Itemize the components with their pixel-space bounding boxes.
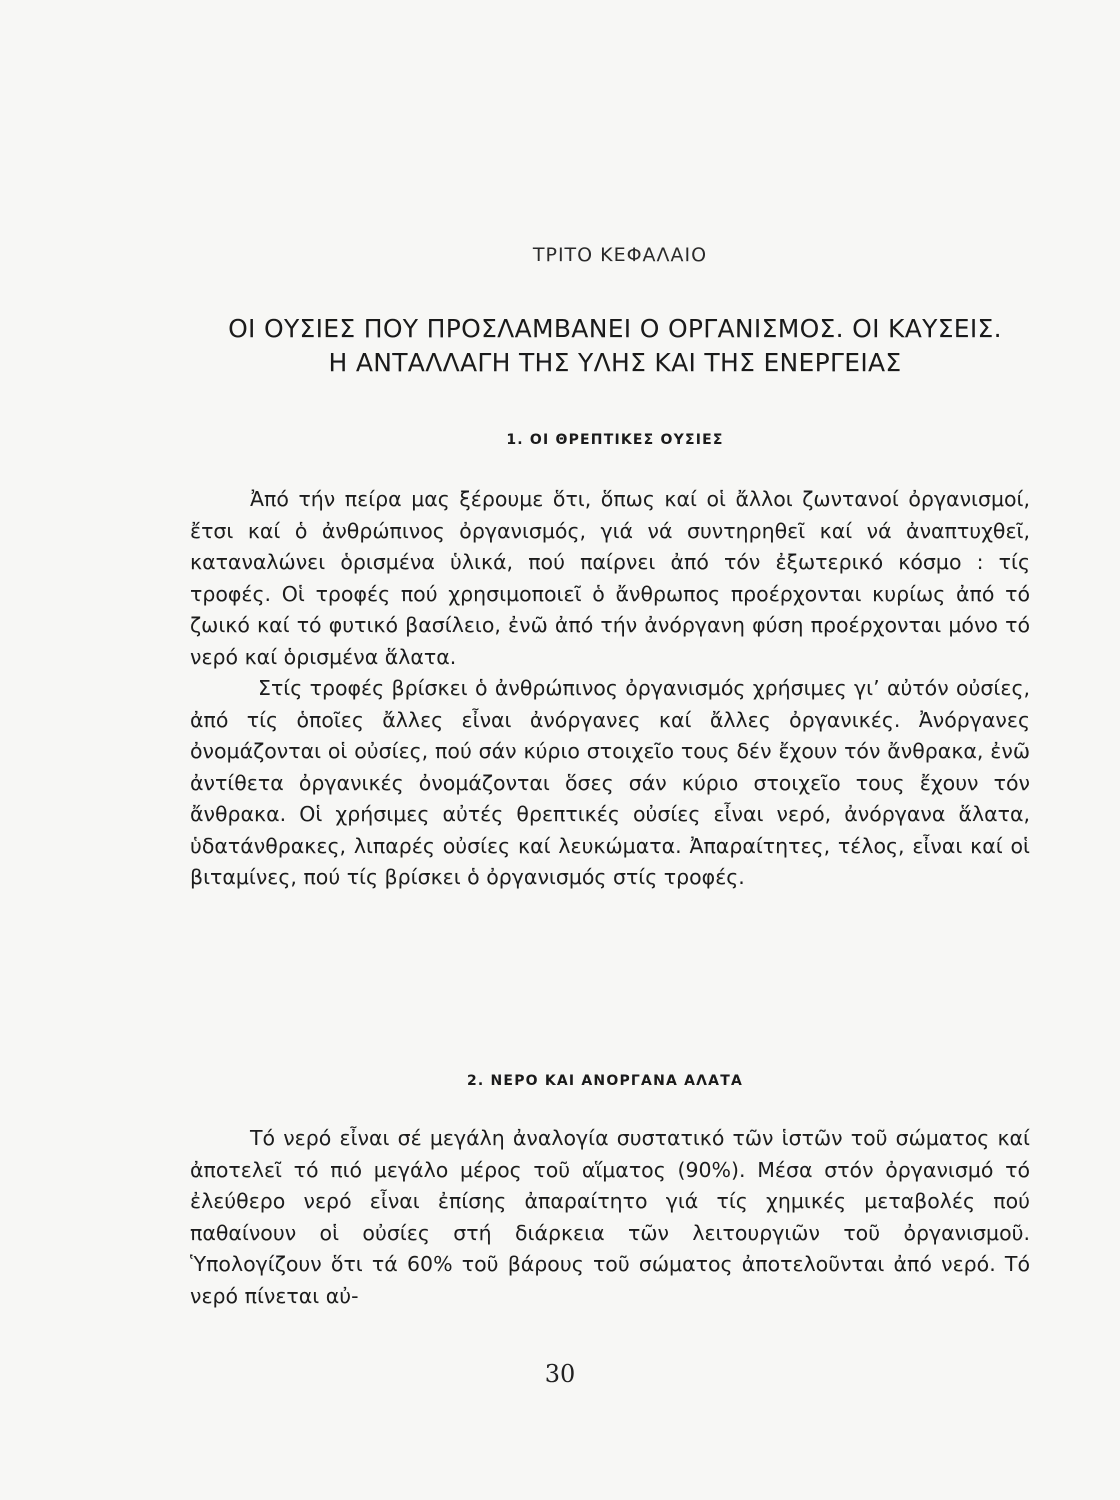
section-2-paragraph-1: Τό νερό εἶναι σέ μεγάλη ἀναλογία συστατικό τῶν ἱστῶν τοῦ σώματος καί ἀποτελεῖ τό πιό μεγάλο μέρος τοῦ αἵματος (90%). Μέσα στόν ὀργανισμό τό ἐλεύθερο νερό εἶναι ἐπίσης ἀπαραίτητο γιά τίς χημικές μεταβολές πού παθαίνουν οἱ οὐσίες στή διάρκεια τῶν λειτουργιῶν τοῦ ὀργανισμοῦ. Ὑπολογίζουν ὅτι τά 60% τοῦ βάρους τοῦ σώματος ἀποτελοῦνται ἀπό νερό. Τό νερό πίνεται αὐ- (190, 1126, 1030, 1308)
chapter-title (190, 312, 1040, 380)
chapter-title-line-1: ΟΙ ΟΥΣΙΕΣ ΠΟΥ ΠΡΟΣΛΑΜΒΑΝΕΙ Ο ΟΡΓΑΝΙΣΜΟΣ. ΟΙ ΚΑΥΣΕΙΣ. (228, 314, 1002, 343)
section-1-heading: 1. ΟΙ ΘΡΕΠΤΙΚΕΣ ΟΥΣΙΕΣ (506, 432, 724, 448)
section-1-body (190, 484, 1030, 894)
section-2-heading: 2. ΝΕΡΟ ΚΑΙ ΑΝΟΡΓΑΝΑ ΑΛΑΤΑ (466, 1073, 743, 1089)
chapter-label: ΤΡΙΤΟ ΚΕΦΑΛΑΙΟ (532, 244, 708, 266)
page-number: 30 (544, 1360, 576, 1388)
section-1-paragraph-1: Ἀπό τήν πείρα μας ξέρουμε ὅτι, ὅπως καί οἱ ἄλλοι ζωντανοί ὀργανισμοί, ἔτσι καί ὁ ἀνθρώπινος ὀργανισμός, γιά νά συντηρηθεῖ καί νά ἀναπτυχθεῖ, καταναλώνει ὁρισμένα ὑλικά, πού παίρνει ἀπό τόν ἐξωτερικό κόσμο : τίς τροφές. Οἱ τροφές πού χρησιμοποιεῖ ὁ ἄνθρωπος προέρχονται κυρίως ἀπό τό ζωικό καί τό φυτικό βασίλειο, ἐνῶ ἀπό τήν ἀνόργανη φύση προέρχονται μόνο τό νερό καί ὁρισμένα ἅλατα. (190, 487, 1030, 669)
chapter-title-line-2: Η ΑΝΤΑΛΛΑΓΗ ΤΗΣ ΥΛΗΣ ΚΑΙ ΤΗΣ ΕΝΕΡΓΕΙΑΣ (328, 348, 902, 377)
section-2-body (190, 1123, 1030, 1312)
section-1-paragraph-2: Στίς τροφές βρίσκει ὁ ἀνθρώπινος ὀργανισμός χρήσιμες γι’ αὐτόν οὐσίες, ἀπό τίς ὁποῖες ἄλλες εἶναι ἀνόργανες καί ἄλλες ὀργανικές. Ἀνόργανες ὀνομάζονται οἱ οὐσίες, πού σάν κύριο στοιχεῖο τους δέν ἔχουν τόν ἄνθρακα, ἐνῶ ἀντίθετα ὀργανικές ὀνομάζονται ὅσες σάν κύριο στοιχεῖο τους ἔχουν τόν ἄνθρακα. Οἱ χρήσιμες αὐτές θρεπτικές οὐσίες εἶναι νερό, ἀνόργανα ἅλατα, ὑδατάνθρακες, λιπαρές οὐσίες καί λευκώματα. Ἀπαραίτητες, τέλος, εἶναι καί οἱ βιταμίνες, πού τίς βρίσκει ὁ ὀργανισμός στίς τροφές. (190, 676, 1030, 889)
